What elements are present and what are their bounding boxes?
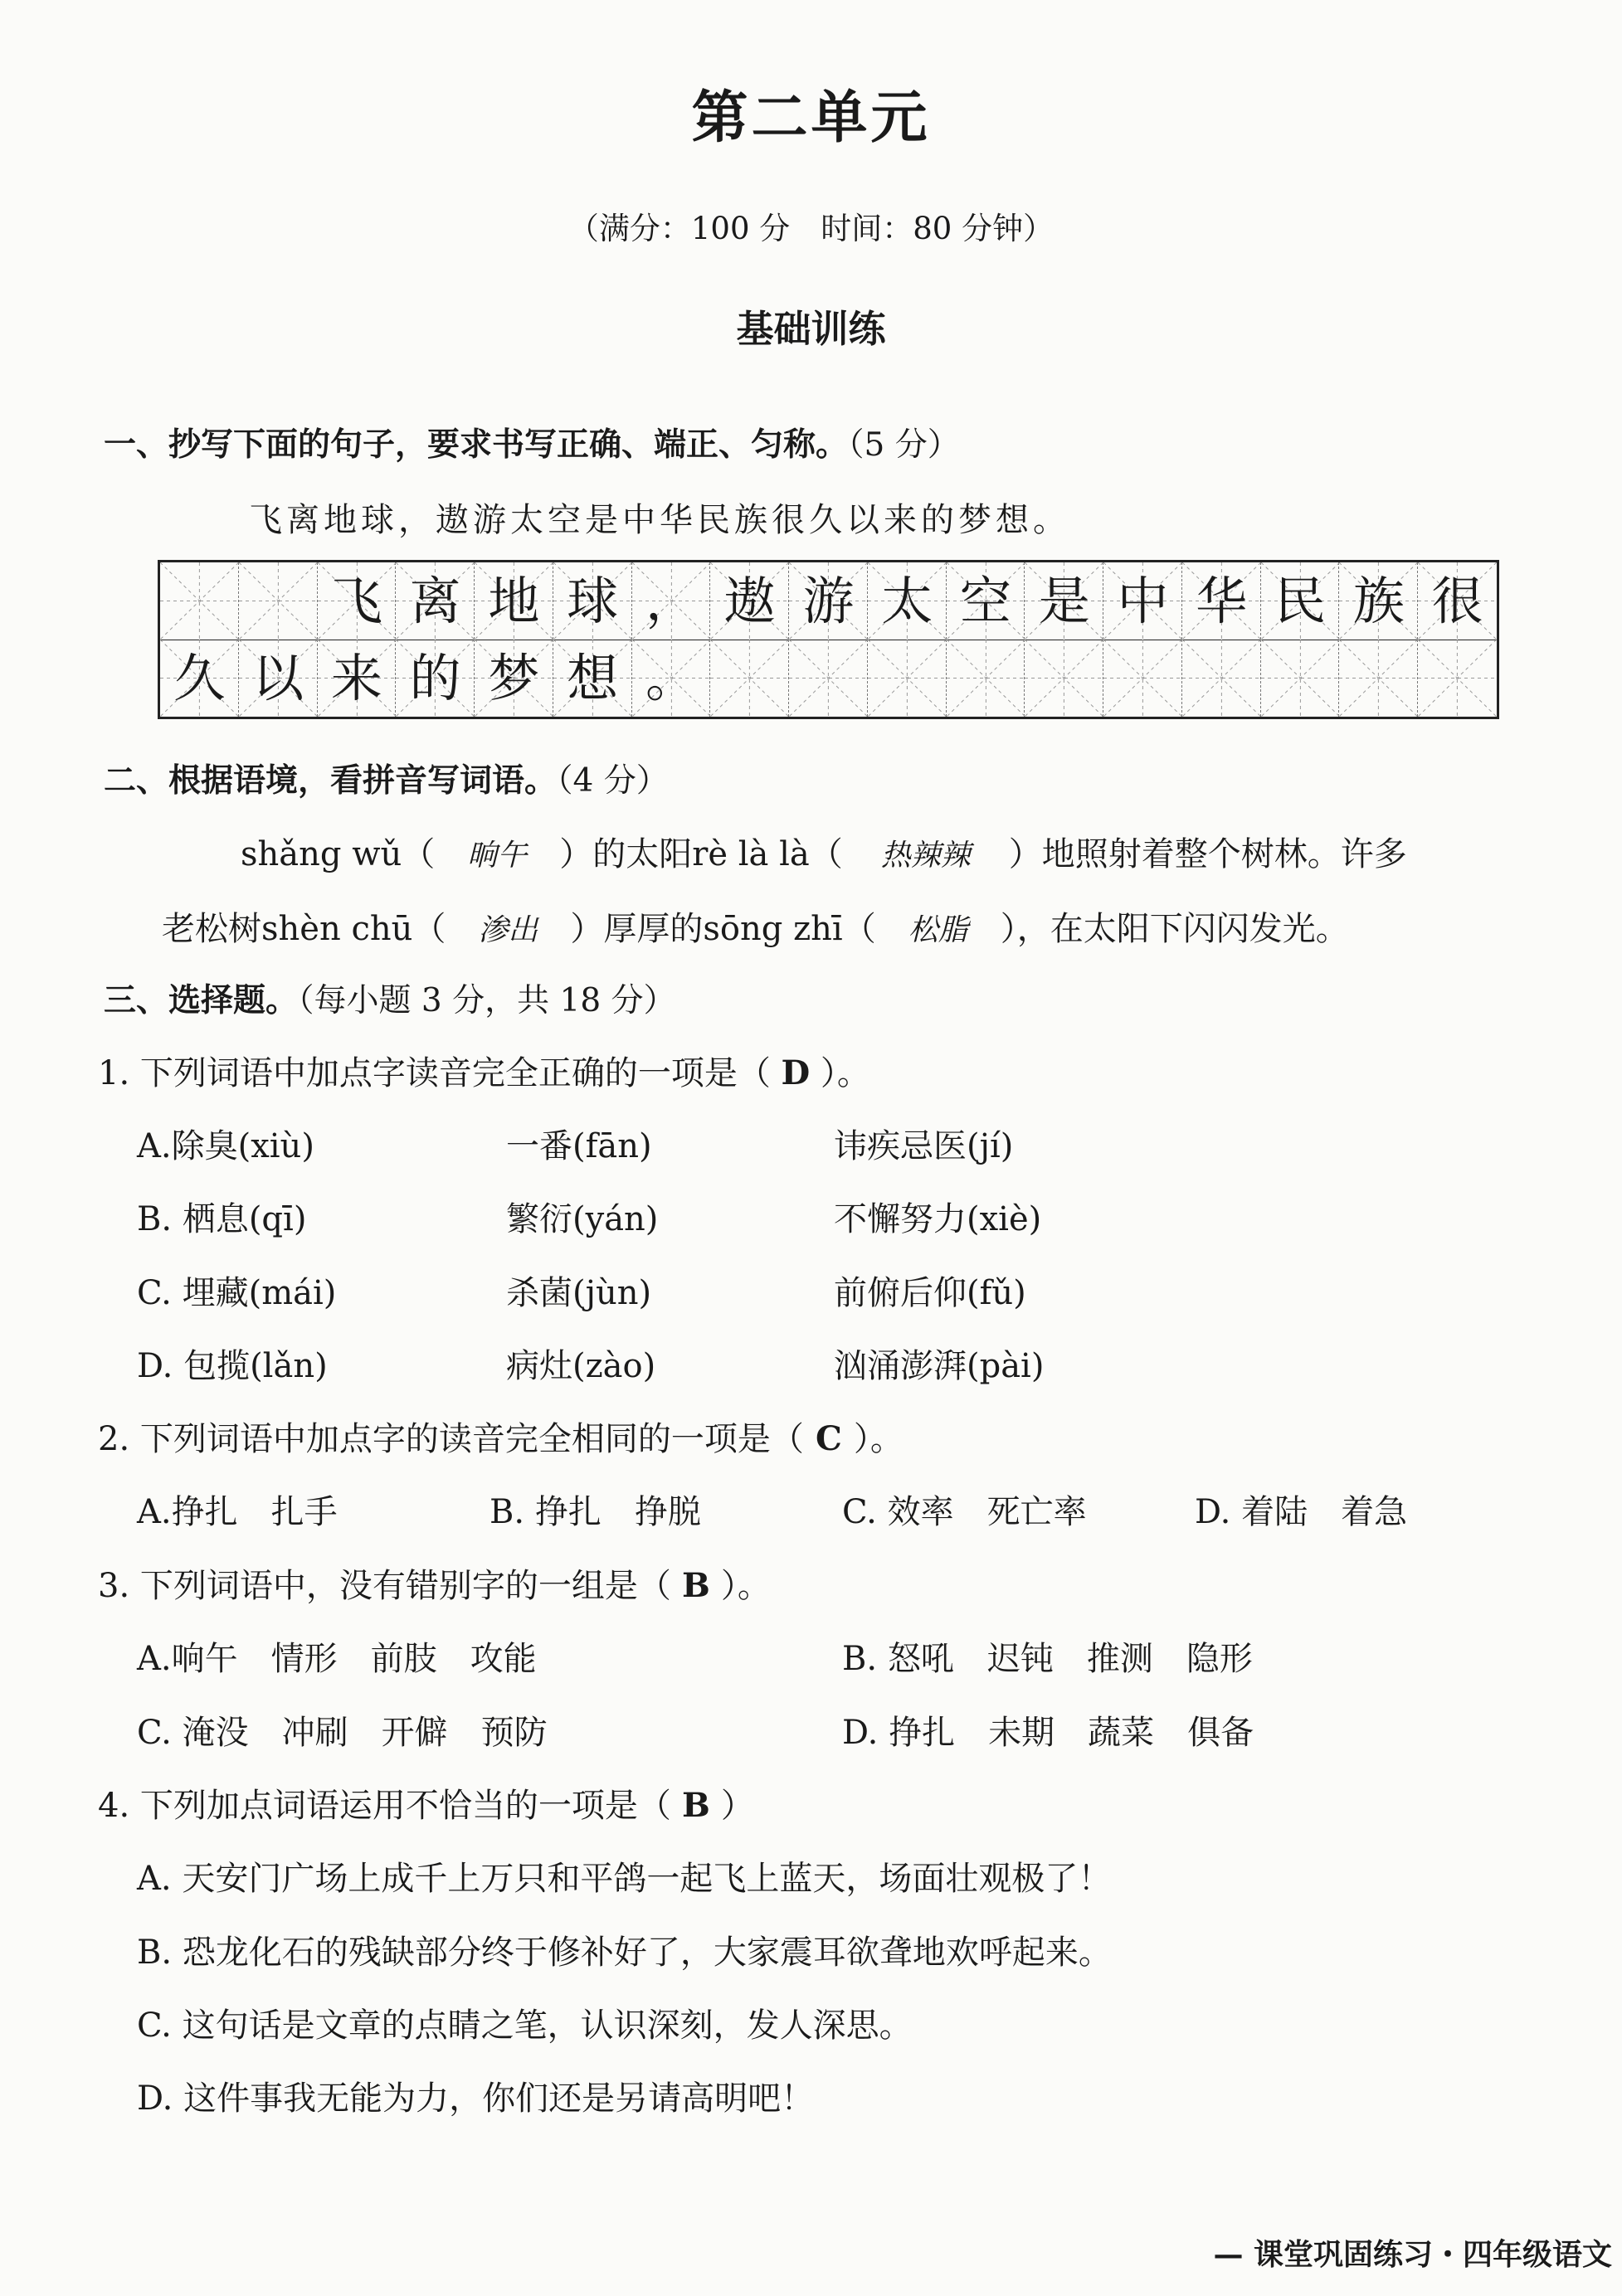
mcq-3-option-a: A.响午 情形 前肢 攻能 xyxy=(137,1640,537,1678)
grid-char xyxy=(868,640,947,717)
grid-cell xyxy=(632,562,711,640)
grid-cell xyxy=(1103,562,1182,640)
grid-cell xyxy=(396,562,475,640)
grid-row-2 xyxy=(160,640,1497,717)
mcq-3-option-b: B. 怒吼 迟钝 推测 隐形 xyxy=(842,1640,1253,1678)
question-heading-text: 一、抄写下面的句子，要求书写正确、端正、匀称。 xyxy=(104,426,849,464)
mcq-4-option-c: C. 这句话是文章的点睛之笔，认识深刻，发人深思。 xyxy=(137,2007,913,2045)
grid-char: 很 xyxy=(1431,571,1483,631)
grid-char xyxy=(1418,640,1497,717)
grid-char: 离 xyxy=(409,571,461,631)
mcq-1-option-a2: 一番(fān) xyxy=(506,1127,652,1165)
question-heading-text: 二、根据语境，看拼音写词语。 xyxy=(104,761,558,800)
grid-char xyxy=(1025,640,1103,717)
answer-3: 渗出 xyxy=(478,913,538,947)
pinyin-line-2: 老松树shèn chū（ 渗出 ）厚厚的sōng zhī（ 松脂 ），在太阳下闪闪发光。 xyxy=(162,902,1349,950)
mcq-1-option-b3: 不懈努力(xiè) xyxy=(834,1200,1042,1238)
stem-text: 1. 下列词语中加点字读音完全正确的一项是（ xyxy=(98,1054,771,1092)
mcq-1-option-b2: 繁衍(yán) xyxy=(506,1200,659,1238)
grid-cell xyxy=(1025,562,1103,640)
grid-char: 空 xyxy=(960,571,1012,631)
grid-row-1 xyxy=(160,562,1497,640)
pinyin-4: sōng zhī xyxy=(703,910,843,948)
text-3: 老松树 xyxy=(162,910,261,948)
grid-char xyxy=(1182,640,1261,717)
grid-char: ， xyxy=(645,571,697,631)
grid-char: 以 xyxy=(252,648,304,708)
mcq-2-stem xyxy=(98,1413,904,1460)
question-score: （4 分） xyxy=(557,762,669,800)
mcq-3-option-c: C. 淹没 冲刷 开僻 预防 xyxy=(137,1714,548,1752)
stem-end: ）。 xyxy=(820,1054,870,1092)
answer-4: 松脂 xyxy=(908,913,968,947)
text-4: 厚厚的 xyxy=(603,910,704,948)
grid-char: 想 xyxy=(567,648,619,708)
grid-cell xyxy=(239,640,318,717)
grid-cell xyxy=(632,640,711,717)
grid-char: 地 xyxy=(488,571,540,631)
grid-char: 球 xyxy=(567,571,619,631)
page-title: 第二单元 xyxy=(691,85,931,151)
grid-char: 来 xyxy=(330,648,382,708)
question-2-heading xyxy=(104,755,669,801)
mcq-1-option-c1: C. 埋藏(mái) xyxy=(137,1274,337,1312)
grid-char: 族 xyxy=(1352,571,1405,631)
grid-char: 是 xyxy=(1038,571,1090,631)
grid-cell xyxy=(239,562,318,640)
stem-end: ）。 xyxy=(853,1420,904,1458)
mcq-1-option-d1: D. 包揽(lǎn) xyxy=(137,1347,328,1385)
question-score: （每小题 3 分，共 18 分） xyxy=(298,982,676,1019)
grid-cell xyxy=(475,640,553,717)
grid-cell xyxy=(1025,640,1103,717)
mcq-1-option-b1: B. 栖息(qī) xyxy=(137,1200,307,1238)
mcq-4-option-d: D. 这件事我无能为力，你们还是另请高明吧！ xyxy=(137,2080,815,2118)
mcq-1-option-d2: 病灶(zào) xyxy=(506,1347,656,1385)
mcq-3-stem xyxy=(98,1559,771,1607)
mcq-1-option-a3: 讳疾忌医(jí) xyxy=(834,1127,1014,1165)
grid-cell xyxy=(1182,562,1261,640)
grid-char: 中 xyxy=(1117,571,1169,631)
pinyin-line-1: shǎng wǔ（ 晌午 ）的太阳rè là là（ 热辣辣 ）地照射着整个树林。许多 xyxy=(241,828,1407,875)
stem-end: ） xyxy=(720,1787,754,1825)
mcq-4-stem xyxy=(98,1779,754,1827)
grid-cell xyxy=(1103,640,1182,717)
grid-cell xyxy=(789,562,868,640)
question-score: （5 分） xyxy=(848,426,960,464)
pinyin-2: rè là là xyxy=(692,835,810,873)
mcq-1-option-a1: A.除臭(xiù) xyxy=(137,1127,314,1165)
grid-cell xyxy=(1261,562,1340,640)
grid-cell xyxy=(947,640,1025,717)
grid-char: 遨 xyxy=(723,571,776,631)
answer-2: 热辣辣 xyxy=(880,839,971,873)
grid-cell xyxy=(789,640,868,717)
mcq-2-option-b: B. 挣扎 挣脱 xyxy=(490,1493,701,1531)
mcq-1-stem xyxy=(98,1047,870,1094)
mcq-4-option-b: B. 恐龙化石的残缺部分终于修补好了，大家震耳欲聋地欢呼起来。 xyxy=(137,1934,1112,1972)
mcq-1-option-d3: 汹涌澎湃(pài) xyxy=(834,1347,1045,1385)
mcq-2-answer: C xyxy=(815,1419,842,1458)
grid-cell xyxy=(396,640,475,717)
stem-end: ）。 xyxy=(720,1567,771,1605)
exam-info: （满分：100 分 时间：80 分钟） xyxy=(567,211,1055,246)
mcq-1-answer: D xyxy=(781,1053,811,1092)
grid-char xyxy=(710,640,789,717)
grid-cell xyxy=(868,562,947,640)
pinyin-3: shèn chū xyxy=(261,910,413,948)
question-3-heading xyxy=(104,975,676,1021)
grid-char: 游 xyxy=(802,571,855,631)
question-heading-text: 三、选择题。 xyxy=(104,981,299,1019)
grid-char: 。 xyxy=(645,648,697,708)
text-1: 的太阳 xyxy=(592,835,693,873)
grid-char: 华 xyxy=(1196,571,1248,631)
grid-cell xyxy=(1182,640,1261,717)
grid-cell xyxy=(475,562,553,640)
mcq-2-option-a: A.挣扎 扎手 xyxy=(137,1493,338,1531)
text-2: 地照射着整个树林。许多 xyxy=(1041,835,1407,873)
stem-text: 4. 下列加点词语运用不恰当的一项是（ xyxy=(98,1787,671,1825)
grid-char: 民 xyxy=(1274,571,1327,631)
grid-char xyxy=(947,640,1025,717)
grid-cell xyxy=(1339,562,1418,640)
grid-cell xyxy=(868,640,947,717)
mcq-2-option-c: C. 效率 死亡率 xyxy=(842,1493,1087,1531)
writing-grid xyxy=(158,560,1499,719)
grid-cell xyxy=(1418,562,1497,640)
grid-char xyxy=(789,640,868,717)
grid-cell xyxy=(947,562,1025,640)
grid-char: 飞 xyxy=(330,571,382,631)
grid-cell xyxy=(1418,640,1497,717)
grid-cell xyxy=(553,640,632,717)
section-title: 基础训练 xyxy=(736,307,886,351)
grid-char xyxy=(239,562,318,640)
grid-char xyxy=(1261,640,1340,717)
mcq-3-answer: B xyxy=(681,1566,710,1605)
grid-char: 梦 xyxy=(488,648,540,708)
answer-1: 晌午 xyxy=(467,839,528,873)
grid-cell xyxy=(1261,640,1340,717)
grid-char xyxy=(1339,640,1418,717)
mcq-3-option-d: D. 挣扎 未期 蔬菜 俱备 xyxy=(842,1714,1254,1752)
pinyin-1: shǎng wǔ xyxy=(241,835,402,873)
grid-cell xyxy=(160,562,239,640)
grid-char: 久 xyxy=(173,648,226,708)
grid-char xyxy=(1103,640,1182,717)
grid-char: 的 xyxy=(409,648,461,708)
page-footer: — 课堂巩固练习・四年级语文 xyxy=(1213,2237,1612,2272)
grid-char: 太 xyxy=(881,571,933,631)
mcq-1-option-c3: 前俯后仰(fǔ) xyxy=(834,1274,1026,1312)
stem-text: 3. 下列词语中，没有错别字的一组是（ xyxy=(98,1567,671,1605)
grid-cell xyxy=(710,562,789,640)
grid-cell xyxy=(318,640,397,717)
grid-char xyxy=(160,562,239,640)
question-1-heading xyxy=(104,419,960,465)
grid-cell xyxy=(160,640,239,717)
copy-sentence: 飞离地球，遨游太空是中华民族很久以来的梦想。 xyxy=(249,501,1070,539)
mcq-4-answer: B xyxy=(681,1786,710,1825)
grid-cell xyxy=(318,562,397,640)
text-5: ，在太阳下闪闪发光。 xyxy=(1016,910,1349,948)
grid-cell xyxy=(710,640,789,717)
mcq-2-option-d: D. 着陆 着急 xyxy=(1195,1493,1408,1531)
grid-cell xyxy=(553,562,632,640)
stem-text: 2. 下列词语中加点字的读音完全相同的一项是（ xyxy=(98,1420,804,1458)
grid-cell xyxy=(1339,640,1418,717)
mcq-1-option-c2: 杀菌(jùn) xyxy=(506,1274,652,1312)
mcq-4-option-a: A. 天安门广场上成千上万只和平鸽一起飞上蓝天，场面壮观极了！ xyxy=(137,1860,1112,1898)
